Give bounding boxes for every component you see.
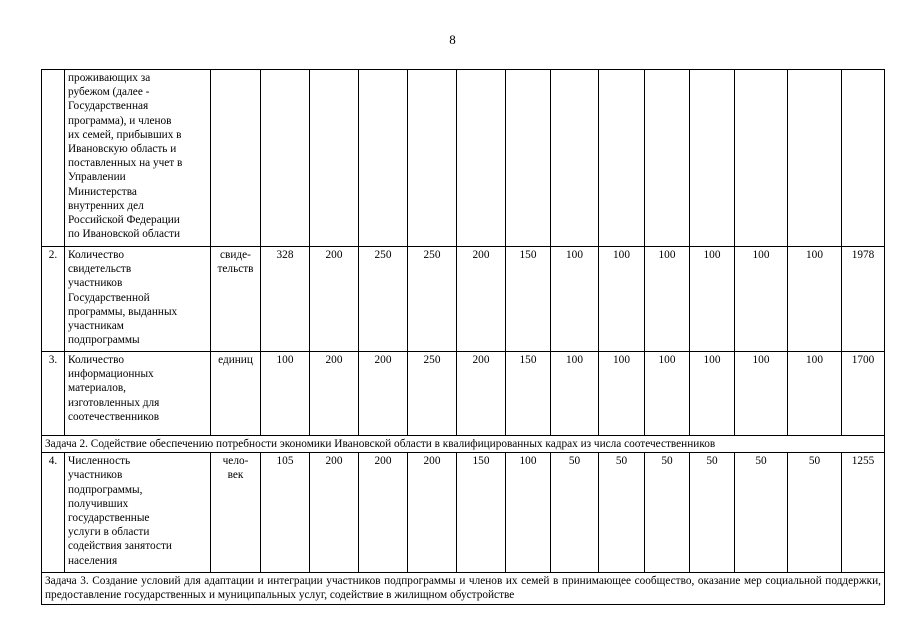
task-heading: Задача 3. Создание условий для адаптации и интеграции участников подпрограммы и членов их семей в принимающее сообщество, оказание мер социальной поддержки, предоставление государственных и муниципальных услуг, содействие в жилищном обустройстве	[42, 573, 885, 604]
indicator-name	[65, 247, 211, 352]
total-cell: 1255	[842, 453, 885, 573]
unit-cell	[211, 70, 261, 247]
value-cell: 100	[735, 352, 788, 436]
indicator-name	[65, 453, 211, 573]
value-cell: 200	[310, 247, 359, 352]
row-number: 2.	[42, 247, 65, 352]
unit-line: единиц	[218, 354, 253, 366]
task-row	[42, 436, 885, 453]
value-cell: 100	[788, 352, 842, 436]
indicator-name-line: участников	[68, 277, 123, 290]
value-cell: 250	[408, 247, 457, 352]
value-cell: 50	[599, 453, 645, 573]
value-cell	[408, 70, 457, 247]
unit-line: тельств	[217, 263, 254, 276]
indicator-name-line: Государственная	[68, 100, 149, 113]
indicator-name-line: участникам	[68, 320, 124, 333]
table-row	[42, 70, 885, 247]
value-cell: 100	[690, 247, 735, 352]
value-cell: 50	[788, 453, 842, 573]
indicator-name-line: услуги в области	[68, 526, 150, 539]
task-heading: Задача 2. Содействие обеспечению потребности экономики Ивановской области в квалифицированных кадрах из числа соотечественников	[42, 436, 885, 453]
indicators-table	[41, 69, 885, 605]
task-row	[42, 573, 885, 604]
indicator-name-line: участников	[68, 469, 123, 482]
value-cell: 50	[551, 453, 599, 573]
value-cell: 200	[457, 352, 506, 436]
indicator-name-line: Количество	[68, 354, 124, 366]
table-row	[42, 352, 885, 436]
table-row	[42, 247, 885, 352]
total-cell: 1978	[842, 247, 885, 352]
value-cell: 200	[408, 453, 457, 573]
indicator-name-line: Министерства	[68, 185, 137, 198]
indicator-name-line: получивших	[68, 497, 129, 510]
unit-cell	[211, 453, 261, 573]
value-cell: 100	[599, 352, 645, 436]
value-cell	[261, 70, 310, 247]
unit-line: чело-	[222, 455, 249, 468]
value-cell	[359, 70, 408, 247]
row-number: 3.	[42, 352, 65, 436]
value-cell: 100	[645, 247, 690, 352]
indicator-name-line: программы, выданных	[68, 305, 178, 318]
unit-cell	[211, 352, 261, 436]
value-cell: 100	[551, 352, 599, 436]
row-number	[42, 70, 65, 247]
indicator-name	[65, 352, 211, 436]
value-cell: 100	[551, 247, 599, 352]
value-cell: 150	[506, 247, 551, 352]
value-cell: 100	[261, 352, 310, 436]
total-cell	[842, 70, 885, 247]
indicator-name-line: информационных	[68, 368, 154, 381]
indicator-name	[65, 70, 211, 247]
indicator-name-line: по Ивановской области	[68, 228, 181, 241]
value-cell: 200	[310, 352, 359, 436]
indicator-name-line: населения	[68, 554, 118, 567]
indicator-name-line: Государственной	[68, 291, 150, 304]
value-cell: 100	[788, 247, 842, 352]
value-cell: 100	[645, 352, 690, 436]
value-cell: 50	[645, 453, 690, 573]
unit-line: свиде-	[220, 249, 251, 261]
value-cell: 150	[506, 352, 551, 436]
value-cell	[735, 70, 788, 247]
unit-cell	[211, 247, 261, 352]
indicator-name-line: содействия занятости	[68, 540, 172, 553]
indicator-name-line: Российской Федерации	[68, 214, 180, 227]
value-cell	[645, 70, 690, 247]
indicator-name-line: Численность	[68, 455, 131, 468]
value-cell: 250	[359, 247, 408, 352]
value-cell	[310, 70, 359, 247]
total-cell: 1700	[842, 352, 885, 436]
page-number: 8	[449, 32, 456, 47]
indicator-name-line: подпрограммы	[68, 334, 140, 347]
indicator-name-line: поставленных на учет в	[68, 157, 183, 170]
indicator-name-line: их семей, прибывших в	[68, 128, 182, 141]
value-cell: 50	[690, 453, 735, 573]
indicator-name-line: государственные	[68, 512, 150, 525]
indicator-name-line: соотечественников	[68, 410, 160, 423]
value-cell: 200	[359, 453, 408, 573]
indicator-name-line: Количество	[68, 249, 124, 261]
indicator-name-line: подпрограммы,	[68, 483, 143, 496]
value-cell	[788, 70, 842, 247]
indicator-name-line: внутренних дел	[68, 199, 144, 212]
value-cell: 200	[457, 247, 506, 352]
value-cell: 50	[735, 453, 788, 573]
indicator-name-line: рубежом (далее -	[68, 86, 150, 99]
value-cell: 250	[408, 352, 457, 436]
value-cell: 150	[457, 453, 506, 573]
indicator-name-line: Ивановскую область и	[68, 143, 177, 156]
unit-line: век	[227, 469, 244, 482]
value-cell: 200	[310, 453, 359, 573]
table-row	[42, 453, 885, 573]
indicator-name-line: изготовленных для	[68, 396, 160, 409]
indicator-name-line: свидетельств	[68, 263, 132, 276]
indicator-name-line: программа), и членов	[68, 114, 172, 127]
value-cell	[690, 70, 735, 247]
row-number: 4.	[42, 453, 65, 573]
value-cell	[506, 70, 551, 247]
value-cell	[599, 70, 645, 247]
value-cell: 100	[690, 352, 735, 436]
value-cell: 105	[261, 453, 310, 573]
value-cell	[457, 70, 506, 247]
value-cell	[551, 70, 599, 247]
value-cell: 200	[359, 352, 408, 436]
value-cell: 100	[599, 247, 645, 352]
indicator-name-line: Управлении	[68, 171, 126, 184]
value-cell: 328	[261, 247, 310, 352]
indicator-name-line: материалов,	[68, 382, 126, 395]
indicator-name-line: проживающих за	[68, 72, 151, 84]
value-cell: 100	[735, 247, 788, 352]
value-cell: 100	[506, 453, 551, 573]
